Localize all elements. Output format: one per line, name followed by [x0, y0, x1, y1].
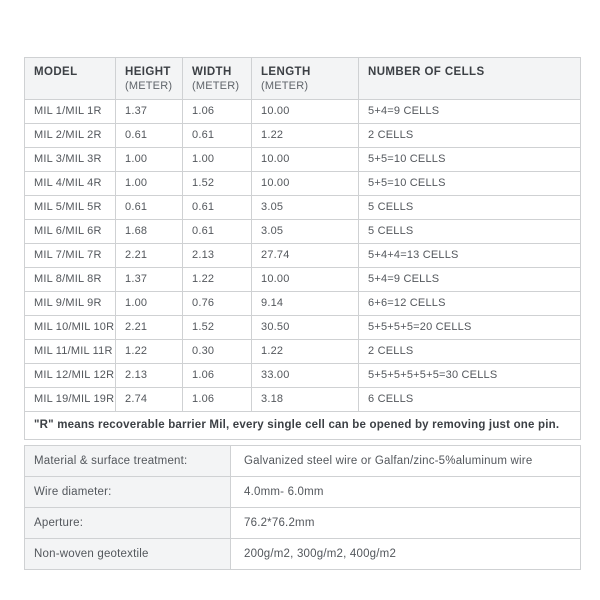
value-cell: 1.22	[252, 124, 359, 148]
value-cell: 10.00	[252, 148, 359, 172]
value-cell: 10.00	[252, 268, 359, 292]
value-cell: 0.61	[183, 124, 252, 148]
table-row	[25, 148, 581, 172]
value-cell: 3.05	[252, 196, 359, 220]
value-cell: 5+5=10 CELLS	[359, 172, 581, 196]
value-cell: 1.22	[252, 340, 359, 364]
value-cell: 1.00	[116, 148, 183, 172]
column-header-width	[183, 58, 252, 100]
table-row	[25, 244, 581, 268]
value-cell: 1.37	[116, 268, 183, 292]
value-cell: 1.06	[183, 100, 252, 124]
value-cell: 0.61	[116, 124, 183, 148]
value-cell: 1.37	[116, 100, 183, 124]
model-cell: MIL 19/MIL 19R	[25, 388, 116, 412]
detail-label: Aperture:	[25, 508, 231, 539]
column-label: WIDTH	[192, 66, 232, 78]
detail-value: Galvanized steel wire or Galfan/zinc-5%aluminum wire	[231, 446, 581, 477]
table-row	[25, 316, 581, 340]
table-row	[25, 340, 581, 364]
model-cell: MIL 7/MIL 7R	[25, 244, 116, 268]
column-header-number-of-cells	[359, 58, 581, 100]
model-cell: MIL 1/MIL 1R	[25, 100, 116, 124]
column-label: NUMBER OF CELLS	[368, 66, 485, 78]
value-cell: 3.05	[252, 220, 359, 244]
value-cell: 5 CELLS	[359, 220, 581, 244]
value-cell: 2.21	[116, 316, 183, 340]
value-cell: 2.74	[116, 388, 183, 412]
value-cell: 0.76	[183, 292, 252, 316]
detail-label: Wire diameter:	[25, 477, 231, 508]
column-label: HEIGHT	[125, 66, 171, 78]
value-cell: 2 CELLS	[359, 124, 581, 148]
value-cell: 1.06	[183, 364, 252, 388]
column-label: LENGTH	[261, 66, 311, 78]
value-cell: 1.52	[183, 316, 252, 340]
column-header-height	[116, 58, 183, 100]
value-cell: 10.00	[252, 100, 359, 124]
table-row	[25, 292, 581, 316]
model-cell: MIL 8/MIL 8R	[25, 268, 116, 292]
model-cell: MIL 6/MIL 6R	[25, 220, 116, 244]
spec-table-header	[25, 58, 581, 100]
value-cell: 0.30	[183, 340, 252, 364]
value-cell: 0.61	[183, 220, 252, 244]
model-cell: MIL 11/MIL 11R	[25, 340, 116, 364]
value-cell: 5+4=9 CELLS	[359, 100, 581, 124]
column-label: MODEL	[34, 66, 78, 78]
value-cell: 6+6=12 CELLS	[359, 292, 581, 316]
table-row	[25, 220, 581, 244]
value-cell: 6 CELLS	[359, 388, 581, 412]
value-cell: 30.50	[252, 316, 359, 340]
detail-row	[25, 446, 581, 477]
column-header-length	[252, 58, 359, 100]
table-row	[25, 268, 581, 292]
value-cell: 5+4+4=13 CELLS	[359, 244, 581, 268]
value-cell: 33.00	[252, 364, 359, 388]
detail-row	[25, 508, 581, 539]
value-cell: 2.21	[116, 244, 183, 268]
column-sublabel: (METER)	[261, 80, 309, 92]
spec-table	[24, 57, 581, 440]
value-cell: 1.52	[183, 172, 252, 196]
model-cell: MIL 2/MIL 2R	[25, 124, 116, 148]
value-cell: 2.13	[116, 364, 183, 388]
model-cell: MIL 9/MIL 9R	[25, 292, 116, 316]
detail-row	[25, 477, 581, 508]
value-cell: 10.00	[252, 172, 359, 196]
spec-header-row	[25, 58, 581, 100]
detail-label: Material & surface treatment:	[25, 446, 231, 477]
value-cell: 2.13	[183, 244, 252, 268]
note-row	[25, 412, 581, 440]
table-row	[25, 364, 581, 388]
spec-body	[25, 100, 581, 412]
detail-value: 76.2*76.2mm	[231, 508, 581, 539]
detail-body	[25, 446, 581, 570]
value-cell: 0.61	[183, 196, 252, 220]
model-cell: MIL 12/MIL 12R	[25, 364, 116, 388]
value-cell: 27.74	[252, 244, 359, 268]
detail-label: Non-woven geotextile	[25, 539, 231, 570]
value-cell: 1.00	[116, 292, 183, 316]
value-cell: 1.22	[116, 340, 183, 364]
detail-row	[25, 539, 581, 570]
table-row	[25, 100, 581, 124]
content-area	[24, 57, 581, 570]
value-cell: 5+5=10 CELLS	[359, 148, 581, 172]
value-cell: 9.14	[252, 292, 359, 316]
model-cell: MIL 4/MIL 4R	[25, 172, 116, 196]
value-cell: 1.22	[183, 268, 252, 292]
detail-value: 200g/m2, 300g/m2, 400g/m2	[231, 539, 581, 570]
model-cell: MIL 5/MIL 5R	[25, 196, 116, 220]
value-cell: 1.06	[183, 388, 252, 412]
table-note: "R" means recoverable barrier Mil, every single cell can be opened by removing just one pin.	[25, 412, 581, 440]
model-cell: MIL 10/MIL 10R	[25, 316, 116, 340]
column-sublabel: (METER)	[192, 80, 240, 92]
value-cell: 5+5+5+5+5+5=30 CELLS	[359, 364, 581, 388]
value-cell: 3.18	[252, 388, 359, 412]
value-cell: 1.68	[116, 220, 183, 244]
table-row	[25, 124, 581, 148]
column-header-model	[25, 58, 116, 100]
detail-table	[24, 445, 581, 570]
table-row	[25, 172, 581, 196]
value-cell: 2 CELLS	[359, 340, 581, 364]
value-cell: 1.00	[183, 148, 252, 172]
value-cell: 5 CELLS	[359, 196, 581, 220]
detail-value: 4.0mm- 6.0mm	[231, 477, 581, 508]
value-cell: 0.61	[116, 196, 183, 220]
model-cell: MIL 3/MIL 3R	[25, 148, 116, 172]
table-row	[25, 196, 581, 220]
value-cell: 1.00	[116, 172, 183, 196]
value-cell: 5+4=9 CELLS	[359, 268, 581, 292]
value-cell: 5+5+5+5=20 CELLS	[359, 316, 581, 340]
column-sublabel: (METER)	[125, 80, 173, 92]
spec-footer	[25, 412, 581, 440]
table-row	[25, 388, 581, 412]
